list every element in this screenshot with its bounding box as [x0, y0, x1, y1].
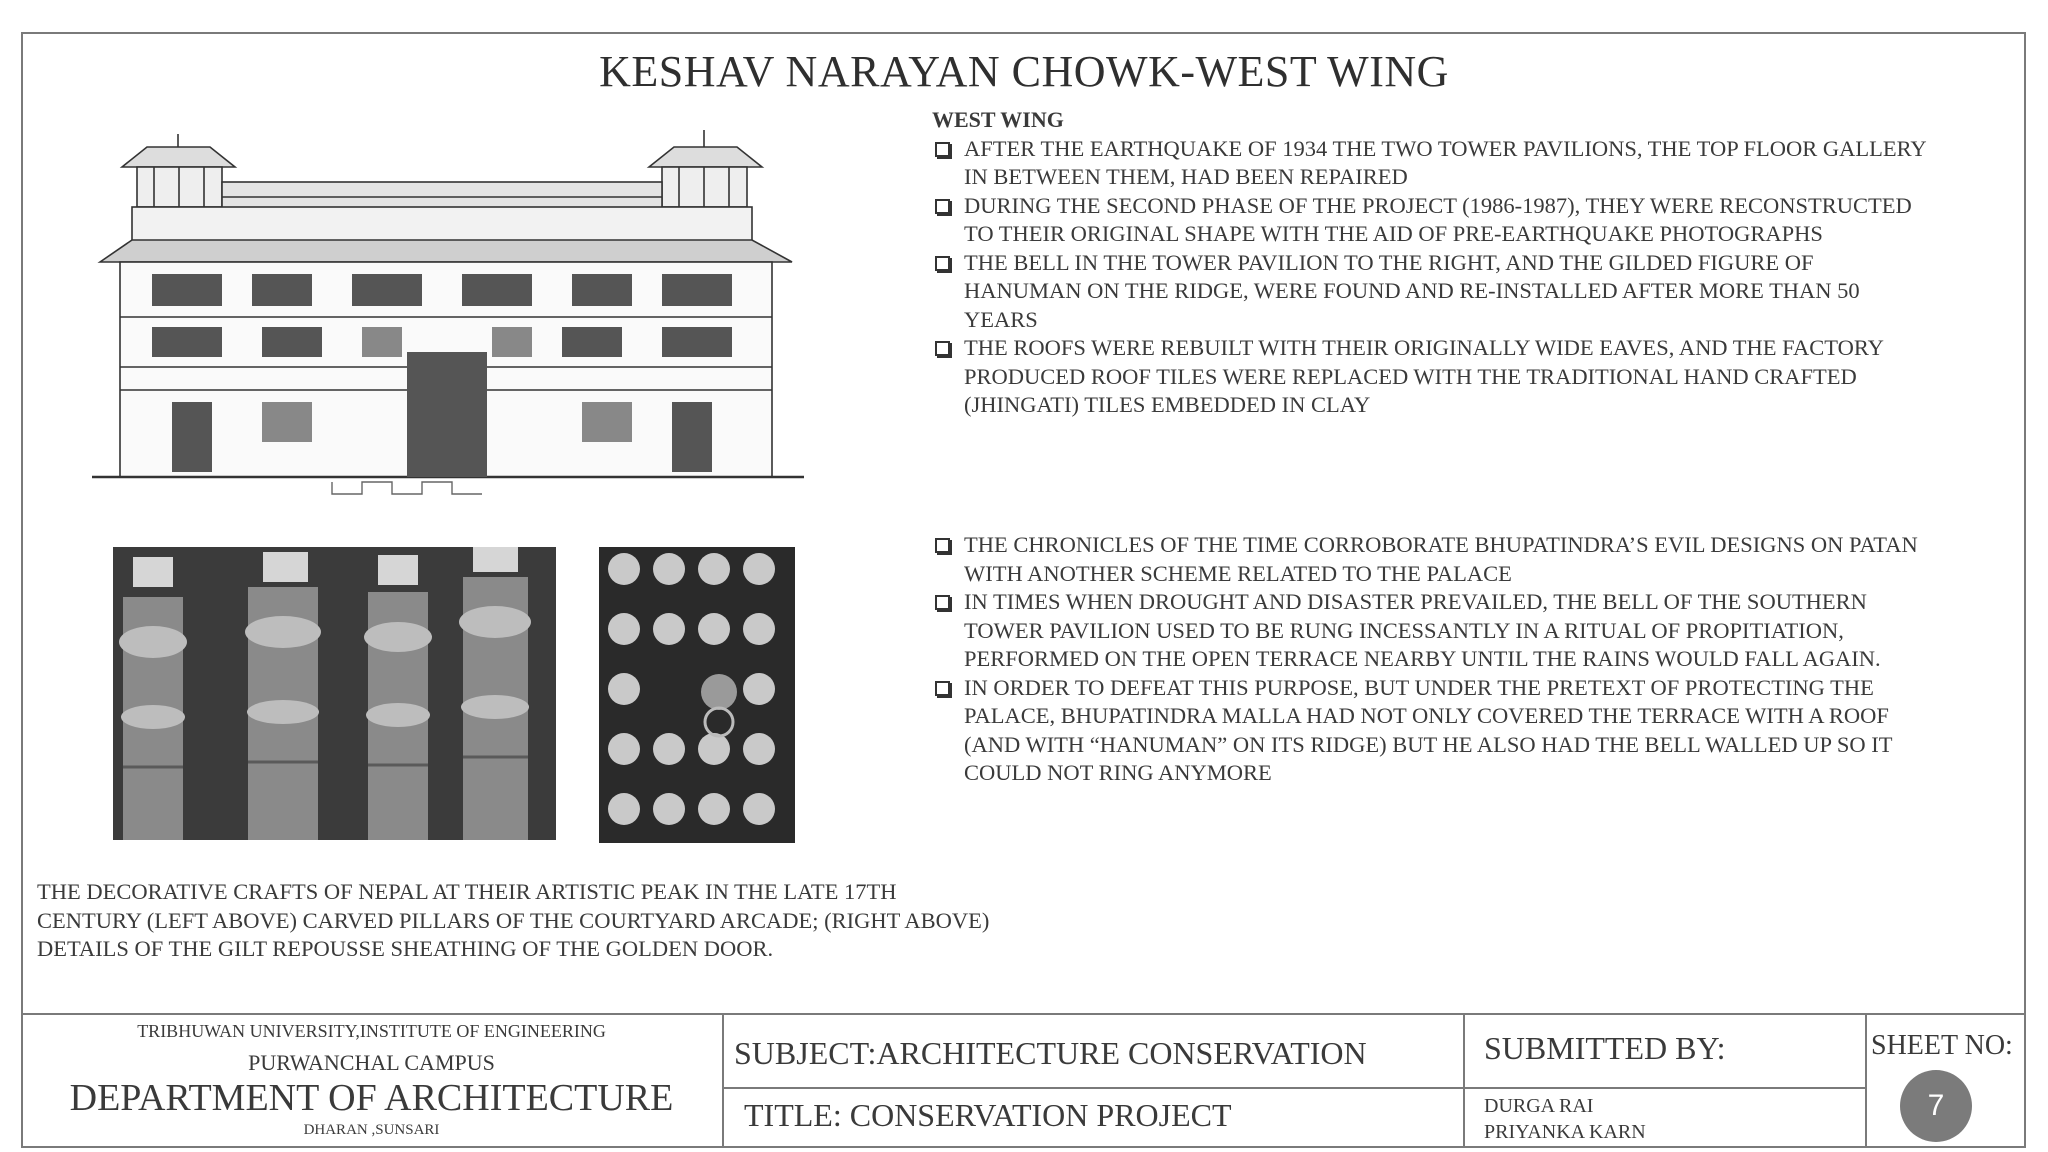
department-name: DEPARTMENT OF ARCHITECTURE: [69, 1077, 674, 1119]
bullet-item: AFTER THE EARTHQUAKE OF 1934 THE TWO TOWER PAVILIONS, THE TOP FLOOR GALLERY IN BETWEEN THEM, HAD BEEN REPAIRED: [932, 135, 1932, 192]
divider: [1865, 1013, 1867, 1148]
location: DHARAN ,SUNSARI: [303, 1122, 440, 1138]
section-heading: WEST WING: [932, 107, 1064, 132]
carved-pillars-photo: [113, 547, 556, 840]
bullet-item: THE ROOFS WERE REBUILT WITH THEIR ORIGINALLY WIDE EAVES, AND THE FACTORY PRODUCED ROOF TILES WERE REPLACED WITH THE TRADITIONAL HAND CRAFTED (JHINGATI) TILES EMBEDDED IN CLAY: [932, 334, 1932, 420]
campus-name: PURWANCHAL CAMPUS: [248, 1050, 495, 1075]
west-wing-elevation-drawing: [92, 122, 804, 500]
bullet-item: IN ORDER TO DEFEAT THIS PURPOSE, BUT UNDER THE PRETEXT OF PROTECTING THE PALACE, BHUPATINDRA MALLA HAD NOT ONLY COVERED THE TERRACE WITH A ROOF (AND WITH “HANUMAN” ON ITS RIDGE) BUT HE ALSO HAD THE BELL WALLED UP SO IT COULD NOT RING ANYMORE: [932, 674, 1932, 788]
submitter-name: PRIYANKA KARN: [1484, 1121, 1646, 1143]
page-title: KESHAV NARAYAN CHOWK-WEST WING: [599, 47, 1449, 96]
sheet-number-badge: 7: [1900, 1070, 1972, 1142]
divider: [1463, 1013, 1465, 1148]
golden-door-detail-photo: [599, 547, 795, 843]
bullet-item: THE BELL IN THE TOWER PAVILION TO THE RIGHT, AND THE GILDED FIGURE OF HANUMAN ON THE RIDGE, WERE FOUND AND RE-INSTALLED AFTER MORE THAN 50 YEARS: [932, 249, 1932, 335]
west-wing-notes: [932, 106, 1932, 420]
divider: [722, 1013, 724, 1148]
submitted-by-label: SUBMITTED BY:: [1484, 1030, 1726, 1066]
subject-label: SUBJECT:ARCHITECTURE CONSERVATION: [734, 1035, 1367, 1071]
university-name: TRIBHUWAN UNIVERSITY,INSTITUTE OF ENGINEERING: [137, 1021, 606, 1041]
divider: [722, 1087, 1865, 1089]
sheet-no-label: SHEET NO:: [1871, 1030, 2013, 1061]
bullet-item: IN TIMES WHEN DROUGHT AND DISASTER PREVAILED, THE BELL OF THE SOUTHERN TOWER PAVILION USED TO BE RUNG INCESSANTLY IN A RITUAL OF PROPITIATION, PERFORMED ON THE OPEN TERRACE NEARBY UNTIL THE RAINS WOULD FALL AGAIN.: [932, 588, 1932, 674]
photo-caption: THE DECORATIVE CRAFTS OF NEPAL AT THEIR ARTISTIC PEAK IN THE LATE 17TH CENTURY (LEFT ABOVE) CARVED PILLARS OF THE COURTYARD ARCADE; (RIGHT ABOVE) DETAILS OF THE GILT REPOUSSE SHEATHING OF THE GOLDEN DOOR.: [37, 879, 990, 961]
bullet-item: THE CHRONICLES OF THE TIME CORROBORATE BHUPATINDRA’S EVIL DESIGNS ON PATAN WITH ANOTHER SCHEME RELATED TO THE PALACE: [932, 531, 1932, 588]
project-title: TITLE: CONSERVATION PROJECT: [744, 1097, 1232, 1133]
chronicle-notes: [932, 531, 1932, 788]
submitter-name: DURGA RAI: [1484, 1095, 1594, 1117]
bullet-item: DURING THE SECOND PHASE OF THE PROJECT (1986-1987), THEY WERE RECONSTRUCTED TO THEIR ORIGINAL SHAPE WITH THE AID OF PRE-EARTHQUAKE PHOTOGRAPHS: [932, 192, 1932, 249]
